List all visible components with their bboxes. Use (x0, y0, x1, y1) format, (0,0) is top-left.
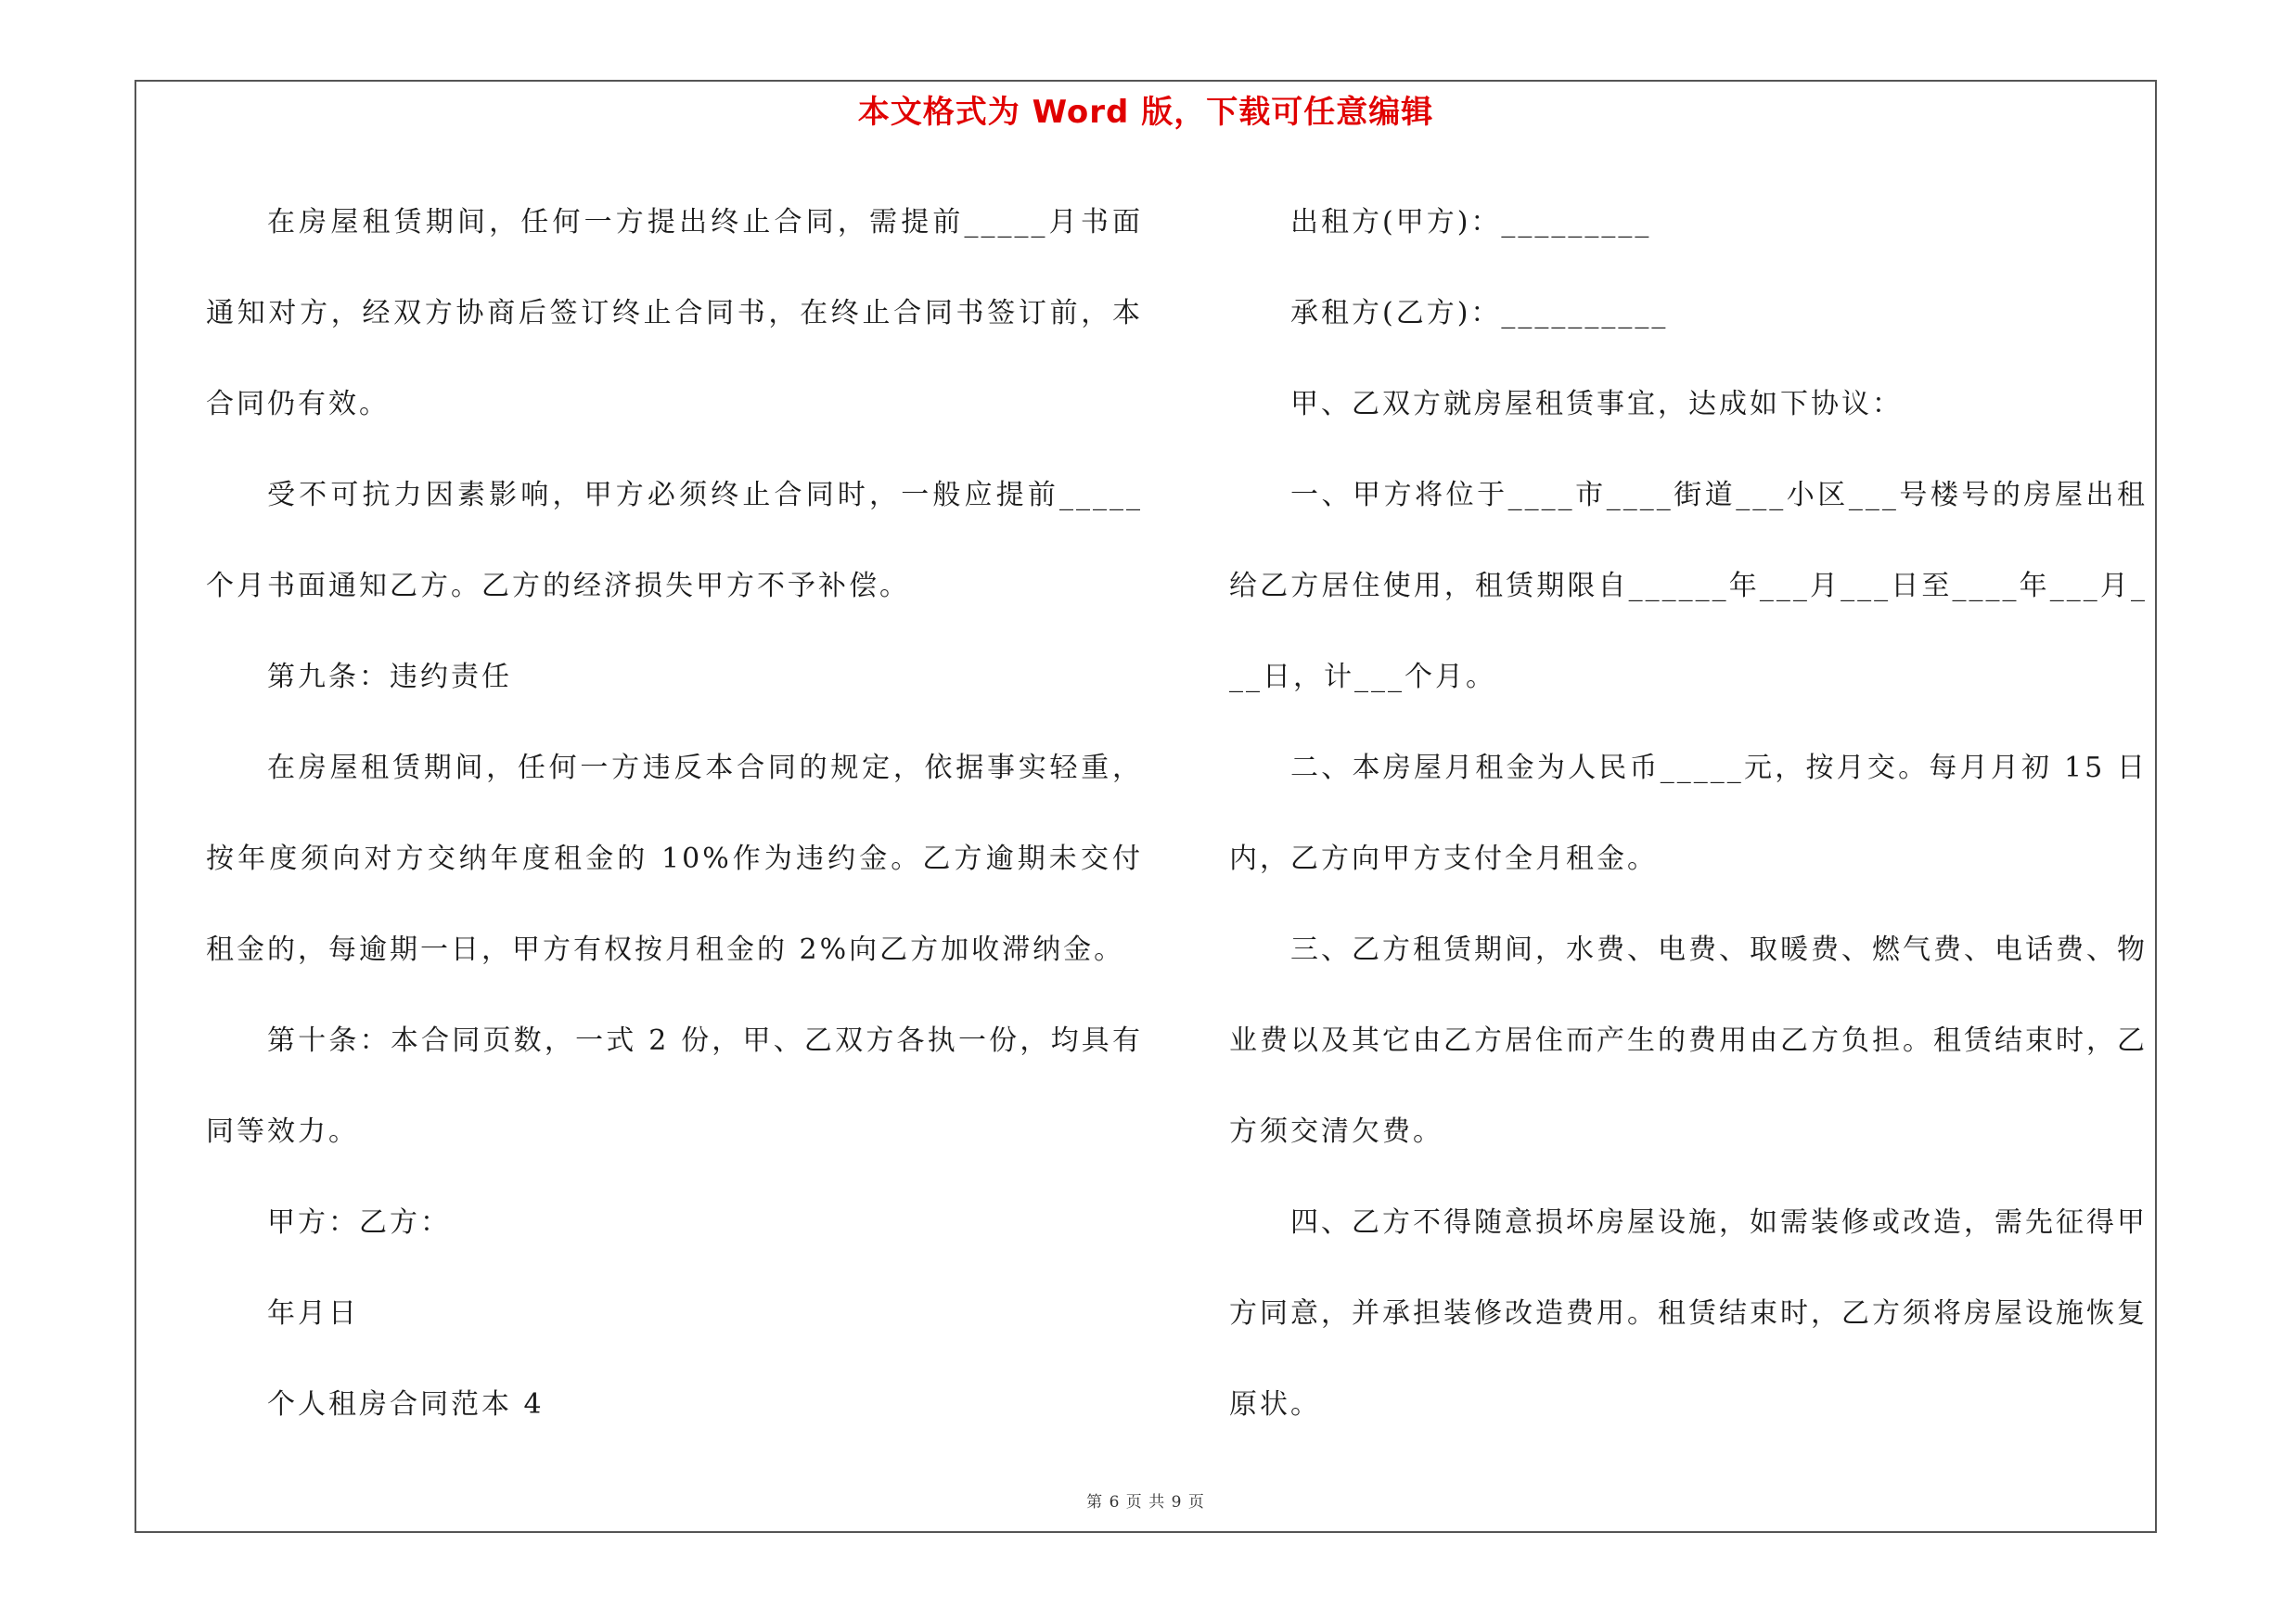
paragraph-article-ten: 第十条：本合同页数，一式 2 份，甲、乙双方各执一份，均具有同等效力。 (206, 1024, 1143, 1148)
clause-two-rent: 二、本房屋月租金为人民币_____元，按月交。每月月初 15 日内，乙方向甲方支付全月租金。 (1229, 752, 2148, 875)
right-column (1229, 177, 2148, 1450)
clause-one-premises: 一、甲方将位于____市____街道___小区___号楼号的房屋出租给乙方居住使用，租赁期限自______年___月___日至____年___月___日，计___个月。 (1229, 479, 2148, 693)
document-page (135, 80, 2157, 1533)
left-column (206, 177, 1143, 1450)
page-number-footer: 第 6 页 共 9 页 (1086, 1493, 1205, 1512)
lessor-line: 出租方(甲方)：_________ (1290, 206, 1652, 238)
paragraph-force-majeure: 受不可抗力因素影响，甲方必须终止合同时，一般应提前_____个月书面通知乙方。乙方的经济损失甲方不予补偿。 (206, 479, 1143, 602)
lessee-line: 承租方(乙方)：__________ (1290, 297, 1669, 329)
signature-parties: 甲方：乙方： (267, 1206, 451, 1239)
format-notice-banner: 本文格式为 Word 版，下载可任意编辑 (857, 94, 1434, 131)
signature-date: 年月日 (267, 1297, 359, 1330)
clause-four-facilities: 四、乙方不得随意损坏房屋设施，如需装修或改造，需先征得甲方同意，并承担装修改造费用。租赁结束时，乙方须将房屋设施恢复原状。 (1229, 1206, 2148, 1421)
clause-three-utilities: 三、乙方租赁期间，水费、电费、取暖费、燃气费、电话费、物业费以及其它由乙方居住而产生的费用由乙方负担。租赁结束时，乙方须交清欠费。 (1229, 934, 2148, 1148)
paragraph-breach-liability: 在房屋租赁期间，任何一方违反本合同的规定，依据事实轻重，按年度须向对方交纳年度租金的 10%作为违约金。乙方逾期未交付租金的，每逾期一日，甲方有权按月租金的 2%向乙方加收滞纳金。 (206, 752, 1143, 966)
heading-article-nine: 第九条：违约责任 (267, 661, 512, 693)
paragraph-termination-notice: 在房屋租赁期间，任何一方提出终止合同，需提前_____月书面通知对方，经双方协商后签订终止合同书，在终止合同书签订前，本合同仍有效。 (206, 206, 1143, 420)
agreement-intro: 甲、乙双方就房屋租赁事宜，达成如下协议： (1290, 388, 1903, 420)
section-title-contract-sample: 个人租房合同范本 4 (267, 1388, 545, 1421)
